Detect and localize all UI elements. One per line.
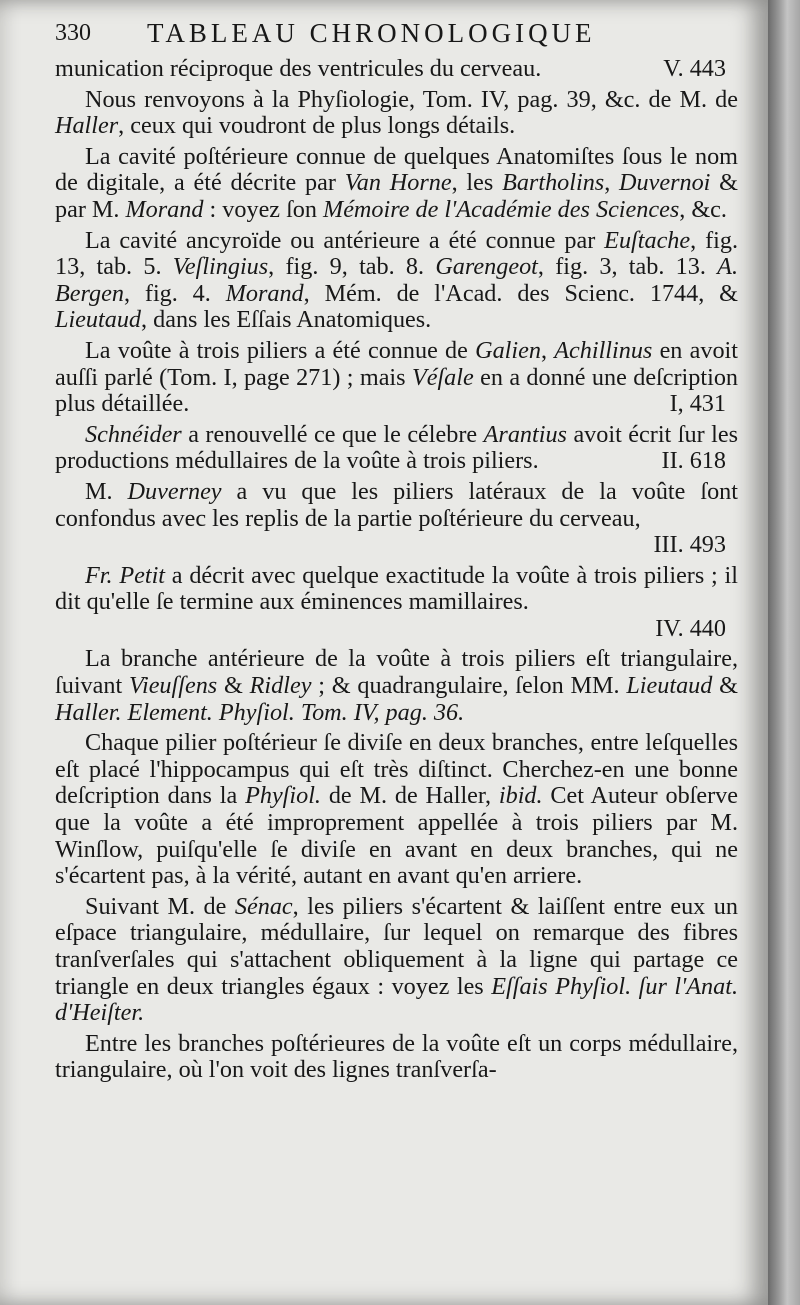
page-edge: [768, 0, 800, 1305]
italic-text: Lieutaud: [626, 672, 713, 700]
italic-text: Garengeot: [435, 253, 538, 281]
paragraph: [55, 56, 738, 83]
volume-reference: III. 493: [653, 531, 726, 559]
italic-text: Arantius: [483, 420, 567, 448]
italic-text: A. Bergen: [55, 253, 738, 307]
text-segment: en avoit auſſi parlé (Tom. I, page 271) ; mais: [55, 336, 738, 391]
page-number: 330: [55, 20, 91, 46]
text-segment: Suivant M. de: [85, 892, 235, 920]
italic-text: Eſſais Phyſiol. ſur l'Anat. d'Heiſter.: [55, 972, 738, 1027]
volume-reference: IV. 440: [655, 614, 726, 642]
volume-reference: II. 618: [661, 447, 726, 475]
italic-text: Haller: [55, 112, 119, 140]
text-segment: Chaque pilier poſtérieur ſe diviſe en deux branches, entre leſquelles eſt placé l'hippocampus qui eſt très diſtinct. Cherchez-en une bonne deſcription dans la: [55, 729, 738, 810]
italic-text: ibid.: [498, 782, 543, 810]
text-segment: a renouvellé ce que le célebre: [181, 420, 484, 448]
text-segment: , ceux qui voudront de plus longs détails.: [118, 112, 516, 140]
italic-text: Duvernoi: [619, 169, 711, 197]
text-segment: La branche antérieure de la voûte à trois piliers eſt triangulaire, ſuivant: [55, 645, 738, 700]
text-segment: de M. de Haller,: [320, 782, 499, 810]
paragraph: [55, 646, 738, 726]
text-segment: ; & quadrangulaire, ſelon MM.: [311, 672, 627, 700]
text-segment: &: [712, 672, 738, 700]
volume-reference: V. 443: [663, 55, 726, 82]
italic-text: Fr. Petit: [85, 561, 166, 589]
italic-text: Sénac: [234, 892, 293, 920]
text-segment: munication réciproque des ventricules du cerveau.: [55, 55, 542, 82]
paragraph: [55, 730, 738, 890]
italic-text: Mémoire de l'Académie des Sciences: [323, 195, 680, 223]
text-segment: a décrit avec quelque exactitude la voûte à trois piliers ; il dit qu'elle ſe termine aux éminences mamillaires.: [55, 561, 738, 616]
italic-text: Schnéider: [85, 420, 182, 448]
italic-text: Haller. Element. Phyſiol. Tom. IV, pag. 36.: [55, 698, 465, 726]
text-segment: La cavité ancyroïde ou antérieure a été connue par: [85, 226, 605, 254]
text-segment: en a donné une deſcription plus détaillée.: [55, 363, 739, 418]
italic-text: Euſtache: [604, 226, 691, 254]
paragraph: [55, 144, 738, 224]
paragraph: [55, 479, 738, 559]
text-segment: La cavité poſtérieure connue de quelques Anatomiſtes ſous le nom de digitale, a été décrite par: [55, 142, 738, 197]
paragraph: [55, 563, 738, 643]
text-segment: , fig. 9, tab. 8.: [268, 253, 436, 281]
italic-text: Morand: [125, 195, 204, 223]
text-segment: & par M.: [55, 169, 738, 223]
volume-reference: I, 431: [669, 390, 726, 418]
text-segment: Cet Auteur obſerve que la voûte a été improprement appellée à trois piliers par M. Winſlow, puiſqu'elle ſe diviſe en avant en deux branches, qui ne s'écartent pas, à la vérité, autant en avant qu'en arriere.: [55, 782, 739, 890]
paragraph: [55, 338, 738, 418]
running-title: TABLEAU CHRONOLOGIQUE: [147, 18, 596, 48]
page-header: [55, 18, 755, 54]
text-segment: , fig. 4.: [123, 279, 226, 307]
italic-text: Ridley: [249, 672, 312, 700]
text-segment: , les: [451, 169, 503, 197]
text-segment: Entre les branches poſtérieures de la voûte eſt un corps médullaire, triangulaire, où l'on voit des lignes tranſverſa-: [55, 1029, 738, 1084]
text-segment: ,: [604, 169, 620, 197]
italic-text: Lieutaud: [55, 306, 142, 334]
italic-text: Achillinus: [554, 336, 653, 364]
text-segment: Nous renvoyons à la Phyſiologie, Tom. IV, pag. 39, &c. de M. de: [85, 85, 738, 113]
italic-text: Duverney: [127, 477, 222, 505]
paragraph: [55, 1031, 738, 1084]
body-text: [55, 56, 738, 1088]
italic-text: Morand: [225, 279, 304, 307]
italic-text: Bartholins: [502, 169, 605, 197]
paragraph: [55, 422, 738, 475]
italic-text: Vieuſſens: [129, 672, 218, 700]
italic-text: Véſale: [411, 363, 474, 391]
text-segment: , &c.: [679, 195, 727, 223]
italic-text: Veſlingius: [172, 253, 269, 281]
text-segment: , Mém. de l'Acad. des Scienc. 1744, &: [303, 279, 738, 307]
text-segment: La voûte à trois piliers a été connue de: [85, 336, 476, 364]
text-segment: a vu que les piliers latéraux de la voûte ſont confondus avec les replis de la partie poſtérieure du cerveau,: [55, 477, 738, 532]
italic-text: Phyſiol.: [245, 782, 321, 810]
text-segment: , fig. 3, tab. 13.: [537, 253, 718, 281]
italic-text: Van Horne: [344, 169, 452, 197]
text-segment: M.: [85, 477, 128, 505]
italic-text: Galien: [475, 336, 541, 364]
text-segment: , dans les Eſſais Anatomiques.: [141, 306, 432, 334]
text-segment: , fig. 13, tab. 5.: [55, 226, 738, 281]
paragraph: [55, 228, 738, 334]
paragraph: [55, 87, 738, 140]
text-segment: &: [217, 672, 250, 700]
text-segment: , les piliers s'écartent & laiſſent entre eux un eſpace triangulaire, médullaire, ſur lequel on remarque des fibres tranſverſales qui s'attachent obliquement à la ligne qui partage ce triangle en deux triangles égaux : voyez les: [55, 892, 738, 1000]
text-segment: : voyez ſon: [203, 195, 324, 223]
paragraph: [55, 894, 738, 1027]
text-segment: avoit écrit ſur les productions médullaires de la voûte à trois piliers.: [55, 420, 738, 475]
text-segment: ,: [540, 336, 555, 364]
